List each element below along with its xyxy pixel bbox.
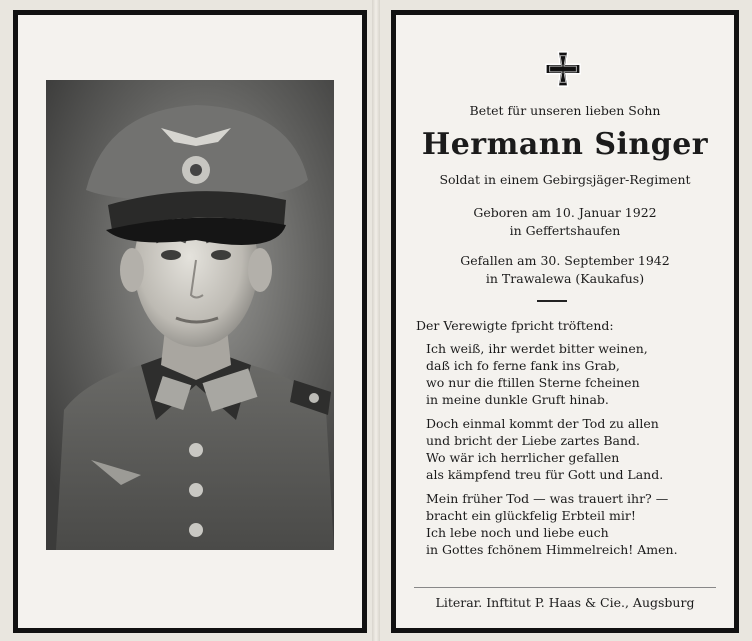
iron-cross-icon bbox=[544, 50, 582, 88]
divider-rule bbox=[537, 300, 567, 302]
printer-imprint: Literar. Inftitut P. Haas & Cie., Augsburg bbox=[435, 595, 695, 610]
poem-line: in Gottes fchönem Himmelreich! Amen. bbox=[426, 542, 678, 557]
poem-stanza-3 bbox=[416, 490, 726, 558]
footer-rule bbox=[414, 587, 716, 588]
soldier-portrait-photo bbox=[46, 80, 334, 550]
poem-line: Doch einmal kommt der Tod zu allen bbox=[426, 416, 659, 431]
portrait-drawing bbox=[46, 80, 334, 550]
poem-line: wo nur die ftillen Sterne fcheinen bbox=[426, 375, 640, 390]
deceased-name: Hermann Singer bbox=[421, 127, 709, 162]
role-line: Soldat in einem Gebirgsjäger-Regiment bbox=[439, 172, 691, 187]
died-line: Gefallen am 30. September 1942 bbox=[460, 253, 670, 268]
poem-intro: Der Verewigte fpricht tröftend: bbox=[416, 318, 614, 333]
poem-line: Wo wär ich herrlicher gefallen bbox=[426, 450, 620, 465]
poem-line: daß ich fo ferne fank ins Grab, bbox=[426, 358, 620, 373]
poem-line: Ich weiß, ihr werdet bitter weinen, bbox=[426, 341, 648, 356]
born-line: Geboren am 10. Januar 1922 bbox=[473, 205, 657, 220]
right-card-panel bbox=[391, 10, 739, 633]
poem-line: Ich lebe noch und liebe euch bbox=[426, 525, 609, 540]
poem-line: bracht ein glückfelig Erbteil mir! bbox=[426, 508, 636, 523]
intro-line: Betet für unseren lieben Sohn bbox=[469, 103, 661, 118]
card-fold bbox=[372, 0, 380, 641]
left-card-panel bbox=[13, 10, 367, 633]
poem-line: Mein früher Tod — was trauert ihr? — bbox=[426, 491, 669, 506]
poem-stanza-1 bbox=[416, 340, 726, 408]
born-place: in Geffertshaufen bbox=[509, 223, 621, 238]
poem-line: als kämpfend treu für Gott und Land. bbox=[426, 467, 664, 482]
poem-stanza-2 bbox=[416, 415, 726, 483]
poem-line: und bricht der Liebe zartes Band. bbox=[426, 433, 641, 448]
died-place: in Trawalewa (Kaukafus) bbox=[485, 271, 645, 286]
poem-line: in meine dunkle Gruft hinab. bbox=[426, 392, 609, 407]
